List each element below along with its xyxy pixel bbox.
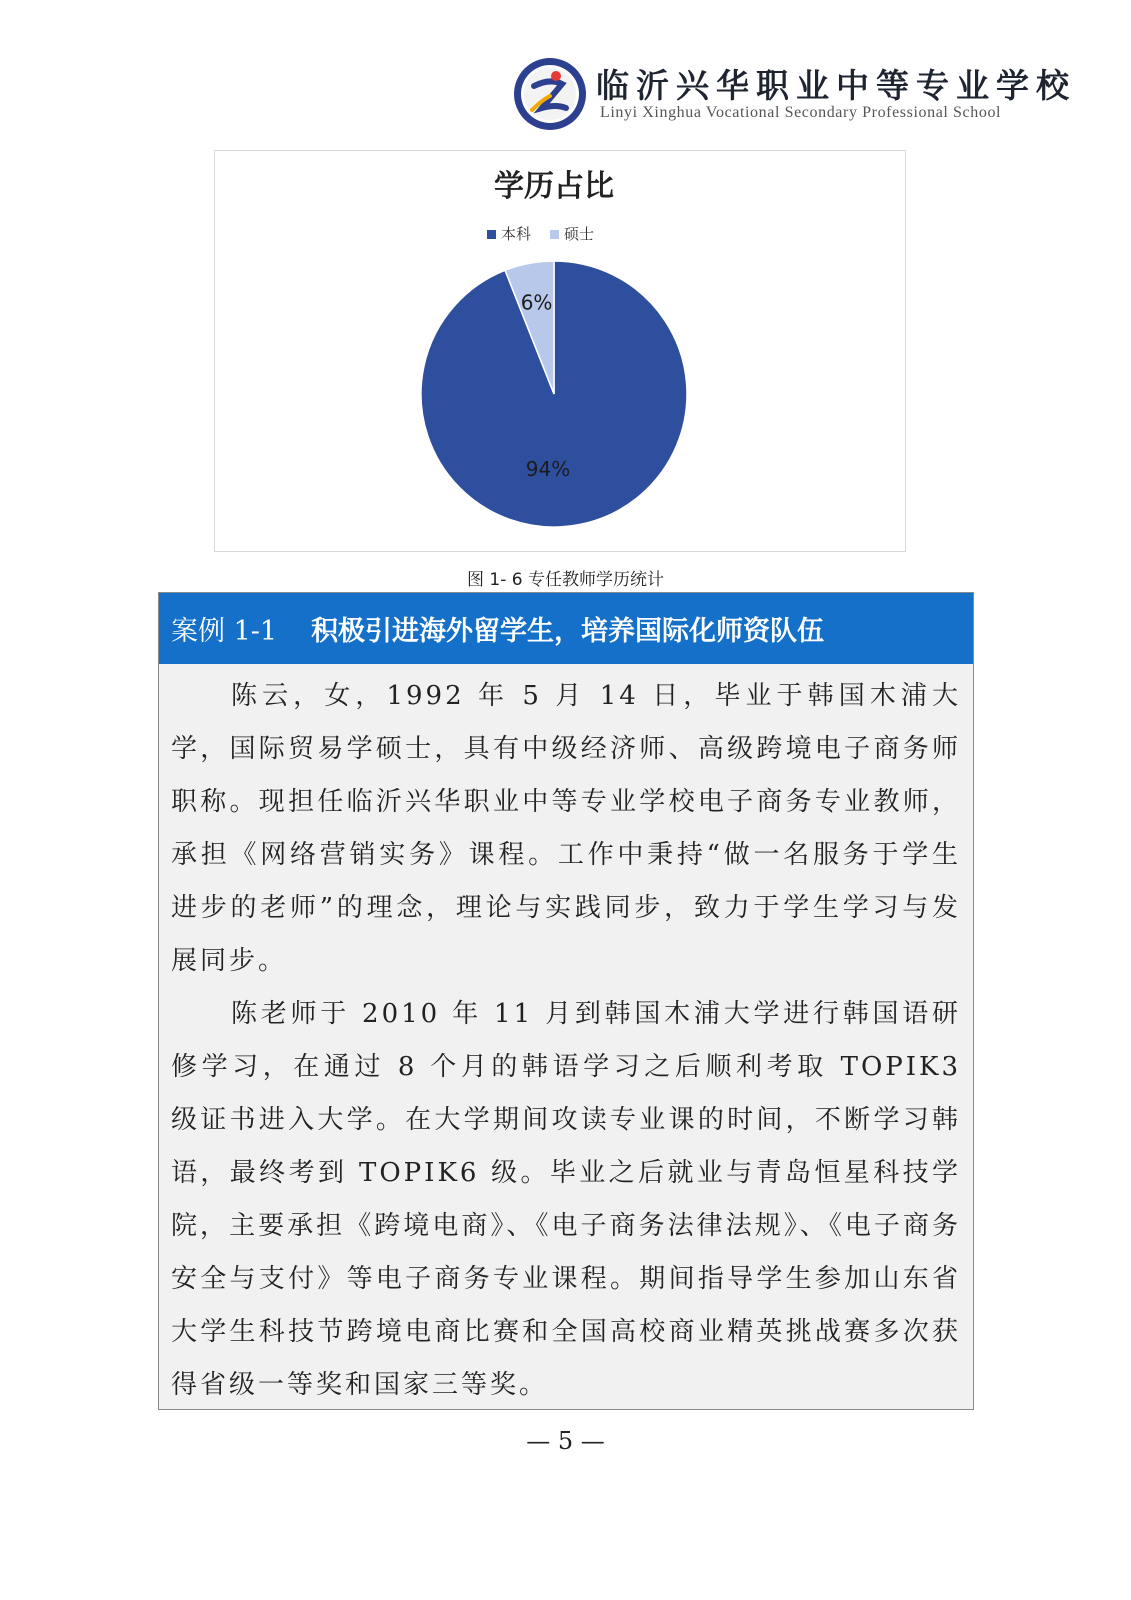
school-name-cn: 临沂兴华职业中等专业学校	[596, 66, 1076, 105]
case-number: 案例 1-1	[171, 616, 278, 647]
case-box	[158, 592, 974, 1410]
slice-label-master: 6%	[520, 290, 553, 315]
figure-caption: 图 1- 6 专任教师学历统计	[467, 570, 664, 590]
slice-label-bachelor: 94%	[525, 457, 571, 481]
case-paragraph-1: 陈云，女，1992 年 5 月 14 日，毕业于韩国木浦大学，国际贸易学硕士，具有中级经济师、高级跨境电子商务师职称。现担任临沂兴华职业中等专业学校电子商务专业教师，承担《网络营销实务》课程。工作中秉持“做一名服务于学生进步的老师”的理念，理论与实践同步，致力于学生学习与发展同步。	[171, 681, 961, 976]
chart-legend	[487, 225, 594, 243]
page-number: — 5 —	[526, 1427, 605, 1455]
legend-swatch-master	[550, 230, 559, 239]
chart-canvas	[215, 151, 905, 551]
pie-slices	[421, 261, 687, 527]
school-logo	[512, 54, 1076, 132]
education-pie-chart	[214, 150, 906, 552]
school-emblem-icon	[512, 56, 588, 132]
legend-label-master: 硕士	[564, 225, 595, 243]
legend-label-bachelor: 本科	[501, 225, 532, 243]
chart-title: 学历占比	[494, 169, 614, 204]
case-title: 积极引进海外留学生，培养国际化师资队伍	[311, 616, 825, 647]
legend-swatch-bachelor	[487, 230, 496, 239]
case-body	[159, 664, 973, 1412]
school-name-en: Linyi Xinghua Vocational Secondary Professional School	[600, 104, 1002, 121]
case-header	[159, 593, 973, 664]
case-paragraph-2: 陈老师于 2010 年 11 月到韩国木浦大学进行韩国语研修学习，在通过 8 个月的韩语学习之后顺利考取 TOPIK3 级证书进入大学。在大学期间攻读专业课的时间，不断学习韩语，最终考到 TOPIK6 级。毕业之后就业与青岛恒星科技学院，主要承担《跨境电商》、《电子商务法律法规》、《电子商务安全与支付》等电子商务专业课程。期间指导学生参加山东省大学生科技节跨境电商比赛和全国高校商业精英挑战赛多次获得省级一等奖和国家三等奖。	[171, 999, 961, 1400]
